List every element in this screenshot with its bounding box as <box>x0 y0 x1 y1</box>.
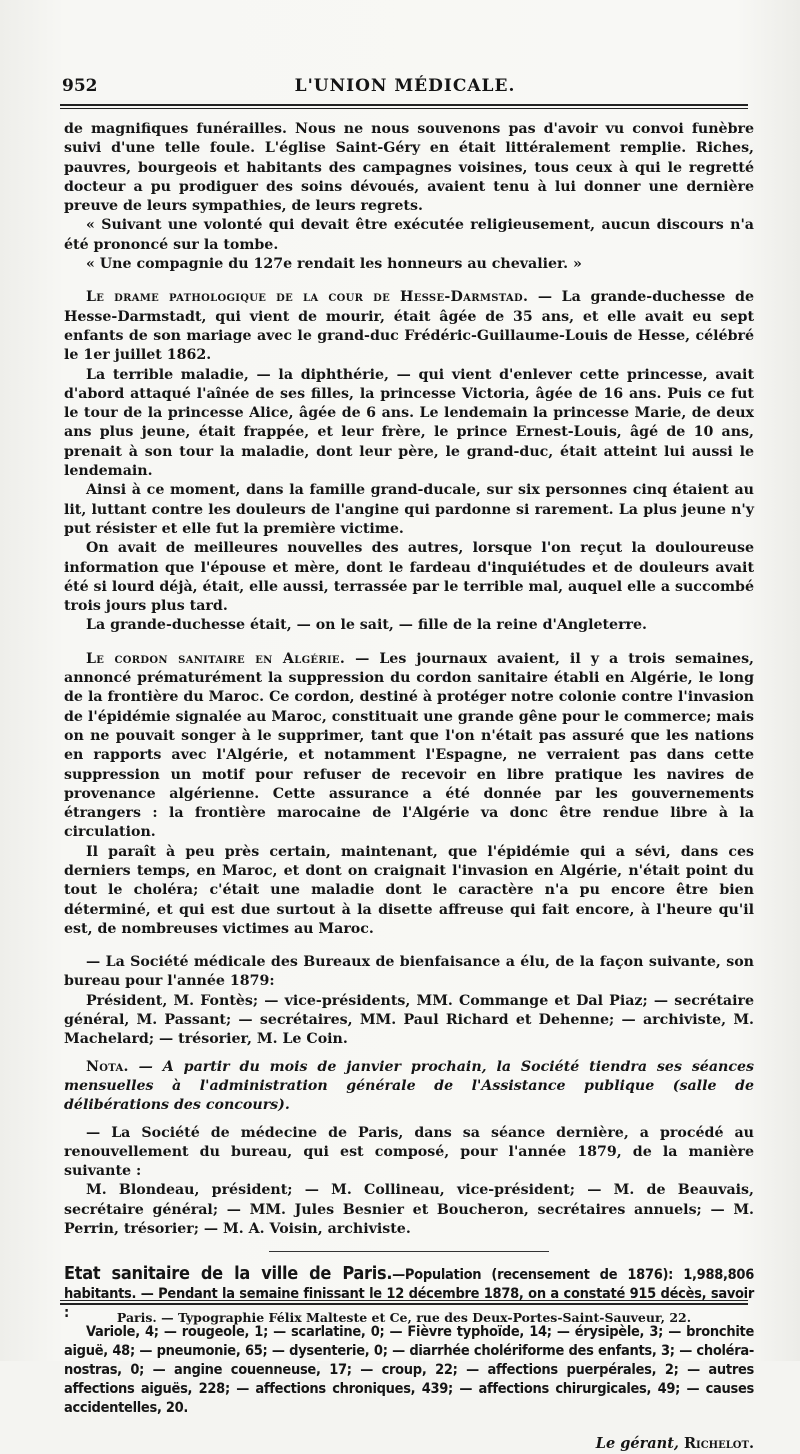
sanitary-intro: Etat sanitaire de la ville de Paris.—Population (recensement de 1876): 1,988,806 habitants. — Pendant la semaine finissant le 12 décembre 1878, on a constaté 915 décès, savoir : <box>64 1263 754 1322</box>
note-text: — A partir du mois de janvier prochain, la Société tiendra ses séances mensuelles à l'administration générale de l'Assistance publique (salle de délibérations des concours). <box>64 1058 754 1114</box>
paragraph: « Suivant une volonté qui devait être exécutée religieusement, aucun discours n'a été prononcé sur la tombe. <box>64 217 754 253</box>
section-divider <box>269 1251 549 1252</box>
page-number: 952 <box>62 76 98 96</box>
paragraph: de magnifiques funérailles. Nous ne nous souvenons pas d'avoir vu convoi funèbre suivi d'une telle foule. L'église Saint-Géry en était littéralement remplie. Riches, pauvres, bourgeois et habitants des campagnes voisines, tous ceux à qui le regretté docteur a pu prodiguer des soins dévoués, avaient tenu à lui donner une dernière preuve de leurs sympathies, de leurs regrets. <box>64 121 754 215</box>
journal-title: L'UNION MÉDICALE. <box>294 76 516 96</box>
signature-name: Richelot. <box>684 1435 754 1453</box>
paragraph: — Les journaux avaient, il y a trois semaines, annoncé prématurément la suppression du cordon sanitaire établi en Algérie, le long de la frontière du Maroc. Ce cordon, destiné à protéger notre colonie contre l'invasion de l'épidémie signalée au Maroc, constituait une grande gêne pour le commerce; mais on ne pouvait songer à le supprimer, tant que l'on n'était pas assuré que les nations en rapports avec l'Algérie, et notamment l'Espagne, ne verraient pas dans cette suppression un motif pour refuser de recevoir en libre pratique les navires de provenance algérienne. Cette assurance a été donnée par les gouvernements étrangers : la frontière marocaine de l'Algérie va donc être rendue libre à la circulation. <box>64 650 754 841</box>
footer-rule <box>60 1300 748 1301</box>
paragraph: Il paraît à peu près certain, maintenant, que l'épidémie qui a sévi, dans ces derniers temps, en Maroc, et dont on craignait l'invasion en Algérie, n'était point du tout le choléra; c'était une maladie dont le caractère n'a pu encore être bien déterminé, et qui est due surtout à la disette affreuse qui fait encore, à l'heure qu'il est, de nombreuses victimes au Maroc. <box>64 843 754 937</box>
paragraph: La terrible maladie, — la diphthérie, — qui vient d'enlever cette princesse, avait d'abord attaqué l'aînée de ses filles, la princesse Victoria, âgée de 16 ans. Puis ce fut le tour de la princesse Alice, âgée de 6 ans. Le lendemain la princesse Marie, de deux ans plus jeune, était frappée, et leur frère, le prince Ernest-Louis, âgé de 10 ans, prenait à son tour la maladie, dont leur père, le grand-duc, était atteint lui aussi le lendemain. <box>64 366 754 480</box>
header-rule <box>60 104 748 106</box>
footer-rule-thick <box>60 1303 748 1305</box>
sanitary-report <box>64 1264 754 1418</box>
paragraph: On avait de meilleures nouvelles des autres, lorsque l'on reçut la douloureuse information que l'épouse et mère, dont le fardeau d'inquiétudes et de douleurs avait été si lourd déjà, était, elle aussi, terrassée par le terrible mal, auquel elle a succombé trois jours plus tard. <box>64 540 754 615</box>
paragraph: — La Société de médecine de Paris, dans sa séance dernière, a procédé au renouvellement du bureau, qui est composé, pour l'année 1879, de la manière suivante : <box>64 1124 754 1180</box>
paragraph: M. Blondeau, président; — M. Collineau, vice-président; — M. de Beauvais, secrétaire général; — MM. Jules Besnier et Boucheron, secrétaires annuels; — M. Perrin, trésorier; — M. A. Voisin, archiviste. <box>64 1182 754 1238</box>
section-title: Le cordon sanitaire en Algérie. <box>86 650 346 667</box>
paragraph: La grande-duchesse était, — on le sait, — fille de la reine d'Angleterre. <box>86 617 647 634</box>
page-header <box>62 72 748 100</box>
note-label: Nota. <box>86 1058 129 1075</box>
note <box>64 1058 754 1116</box>
signature-role: Le gérant, <box>595 1435 679 1453</box>
section-hesse <box>64 288 754 365</box>
printer-imprint: Paris. — Typographie Félix Malteste et Ce, rue des Deux-Portes-Saint-Sauveur, 22. <box>116 1310 692 1325</box>
section-title: Le drame pathologique de la cour de Hesse-Darmstad. <box>86 289 529 306</box>
signature <box>64 1434 754 1453</box>
paragraph: Ainsi à ce moment, dans la famille grand-ducale, sur six personnes cinq étaient au lit, luttant contre les douleurs de l'angine qui pardonne si rarement. La plus jeune n'y put résister et elle fut la première victime. <box>64 482 754 537</box>
paragraph: Président, M. Fontès; — vice-présidents, MM. Commange et Dal Piaz; — secrétaire général, M. Passant; — secrétaires, MM. Paul Richard et Dehenne; — archiviste, M. Machelard; — trésorier, M. Le Coin. <box>64 992 754 1048</box>
paragraph: — La grande-duchesse de Hesse-Darmstadt, qui vient de mourir, était âgée de 35 ans, et elle avait eu sept enfants de son mariage avec le grand-duc Frédéric-Guillaume-Louis de Hesse, célébré le 1er juillet 1862. <box>64 289 754 364</box>
sanitary-title: Etat sanitaire de la ville de Paris. <box>64 1263 393 1285</box>
article-body <box>64 120 754 1454</box>
paragraph: « Une compagnie du 127e rendait les honneurs au chevalier. » <box>86 256 582 273</box>
section-algerie <box>64 650 754 843</box>
header-rule-thin <box>60 108 748 109</box>
paragraph: — La Société médicale des Bureaux de bienfaisance a élu, de la façon suivante, son bureau pour l'année 1879: <box>64 954 754 990</box>
sanitary-list: Variole, 4; — rougeole, 1; — scarlatine, 0; — Fièvre typhoïde, 14; — érysipèle, 3; — bronchite aiguë, 48; — pneumonie, 65; — dysenterie, 0; — diarrhée cholériforme des enfants, 3; — choléra-nostras, 0; — angine couenneuse, 17; — croup, 22; — affections puerpérales, 2; — autres affections aiguës, 228; — affections chroniques, 439; — affections chirurgicales, 49; — causes accidentelles, 20. <box>64 1324 754 1417</box>
